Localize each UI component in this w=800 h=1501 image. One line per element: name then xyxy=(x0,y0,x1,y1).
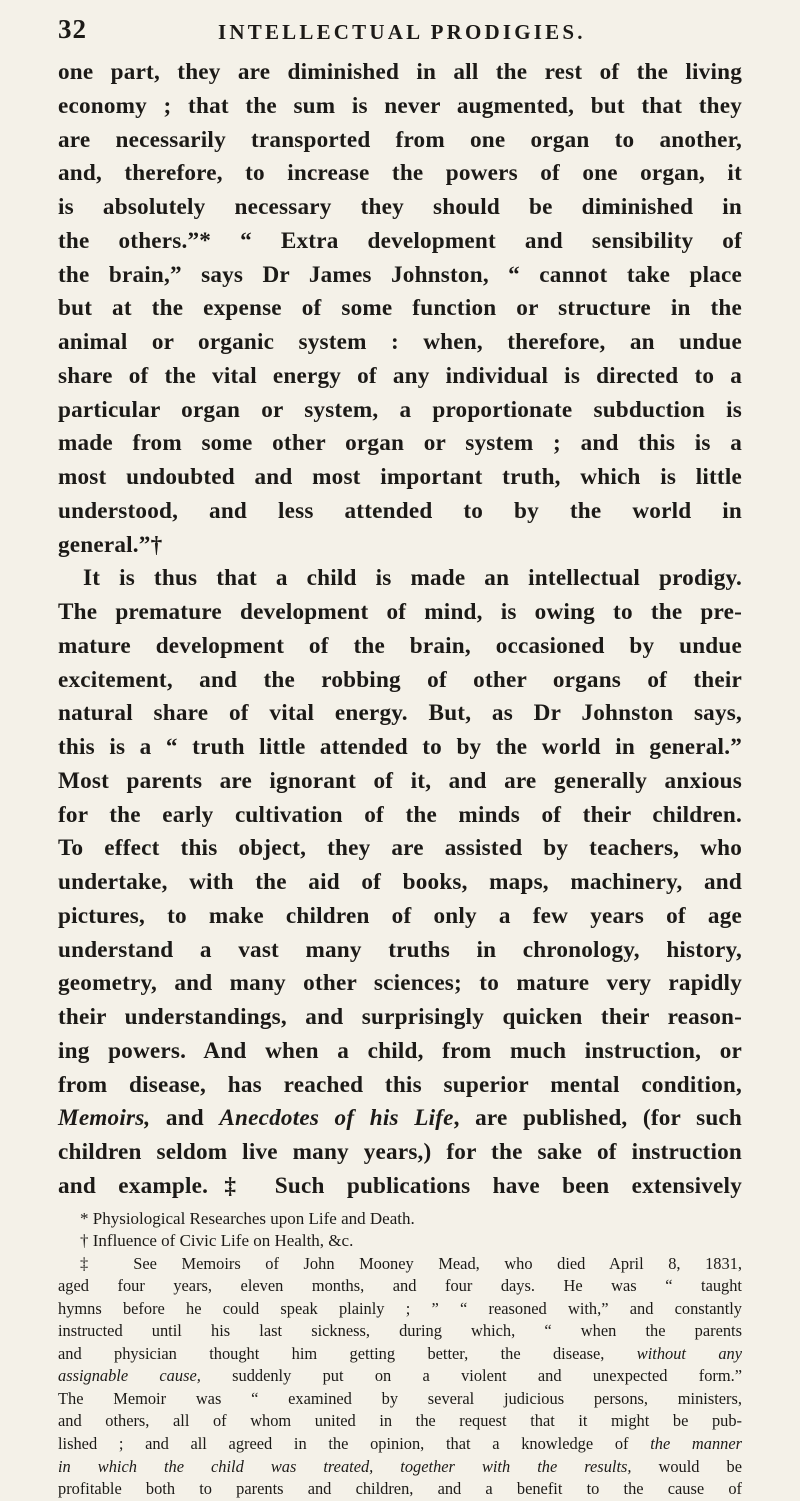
text-fragment: suddenly put on a violent and unexpected form.” xyxy=(200,1366,742,1386)
footnote-3-line: ‡ See Memoirs of John Mooney Mead, who died April 8, 1831, xyxy=(80,1253,742,1273)
text-line: most undoubted and most important truth, which is little xyxy=(58,464,742,490)
text-line: is absolutely necessary they should be diminished in xyxy=(58,194,742,220)
footnote-3-line: and others, all of whom united in the request that it might be pub- xyxy=(58,1411,742,1431)
text-fragment: , are published, (for such xyxy=(453,1105,742,1132)
text-line: natural share of vital energy. But, as Dr Johnston says, xyxy=(58,700,742,727)
running-head xyxy=(58,14,742,54)
footnote-3-line: The Memoir was “ examined by several judicious persons, ministers, xyxy=(58,1388,742,1408)
footnote-2: † Influence of Civic Life on Health, &c. xyxy=(80,1231,354,1251)
italic-title-memoirs: Memoirs, xyxy=(58,1105,151,1132)
footnote-3-line xyxy=(58,1433,742,1456)
text-line: animal or organic system : when, therefore, an undue xyxy=(58,329,742,355)
italic-phrase: in which the child was treated, together with the results, xyxy=(58,1456,632,1476)
text-line: Most parents are ignorant of it, and are generally anxious xyxy=(58,767,742,794)
italic-phrase: without any xyxy=(636,1343,742,1363)
text-line: economy ; that the sum is never augmented, but that they xyxy=(58,92,742,119)
footnote-3-line: profitable both to parents and children, and a benefit to the cause of xyxy=(58,1479,742,1499)
text-line: mature development of the brain, occasioned by undue xyxy=(58,632,742,659)
text-line: understand a vast many truths in chronology, history, xyxy=(58,936,742,963)
text-line: are necessarily transported from one organ to another, xyxy=(58,126,742,153)
text-line: this is a “ truth little attended to by the world in general.” xyxy=(58,734,742,760)
text-line: and example.‡ Such publications have been extensively xyxy=(58,1172,742,1199)
text-line: To effect this object, they are assisted by teachers, who xyxy=(58,835,742,862)
text-line: children seldom live many years,) for the sake of instruction xyxy=(58,1139,742,1165)
text-line: particular organ or system, a proportionate subduction is xyxy=(58,396,742,423)
text-line: understood, and less attended to by the world in xyxy=(58,497,742,524)
footnote-3-line: aged four years, eleven months, and four days. He was “ taught xyxy=(58,1276,742,1296)
text-line: and, therefore, to increase the powers of one organ, it xyxy=(58,160,742,187)
text-line: geometry, and many other sciences; to mature very rapidly xyxy=(58,970,742,997)
footnote-3-line xyxy=(58,1365,742,1388)
footnotes xyxy=(58,1208,742,1501)
text-line: undertake, with the aid of books, maps, machinery, and xyxy=(58,869,742,895)
page-number: 32 xyxy=(58,14,87,44)
text-fragment: lished ; and all agreed in the opinion, that a knowledge of xyxy=(58,1433,651,1453)
text-line: from disease, has reached this superior mental condition, xyxy=(58,1071,742,1098)
footnote-3-line xyxy=(58,1343,742,1366)
italic-title-anecdotes: Anecdotes of his Life xyxy=(219,1105,454,1132)
text-line: for the early cultivation of the minds of their children. xyxy=(58,801,742,828)
footnote-3-line xyxy=(58,1456,742,1479)
italic-phrase: the manner xyxy=(650,1433,743,1453)
text-line: made from some other organ or system ; and this is a xyxy=(58,430,742,457)
paragraph-start-line: It is thus that a child is made an intellectual prodigy. xyxy=(83,565,742,592)
text-line: share of the vital energy of any individual is directed to a xyxy=(58,362,742,389)
text-line: but at the expense of some function or structure in the xyxy=(58,295,742,322)
text-line: their understandings, and surprisingly quicken their reason- xyxy=(58,1004,742,1030)
footnote-1: * Physiological Researches upon Life and Death. xyxy=(80,1208,415,1228)
text-line-with-italics xyxy=(58,1102,742,1136)
italic-phrase: assignable cause, xyxy=(58,1366,201,1386)
text-line: pictures, to make children of only a few years of age xyxy=(58,902,742,929)
body-text xyxy=(58,56,742,1204)
text-line: the others.”* “ Extra development and sensibility of xyxy=(58,227,742,254)
text-fragment: and xyxy=(150,1105,220,1132)
text-line: excitement, and the robbing of other organs of their xyxy=(58,666,742,693)
footnote-3-line: hymns before he could speak plainly ; ” “ reasoned with,” and constantly xyxy=(58,1298,742,1318)
text-fragment: and physician thought him getting better, the disease, xyxy=(58,1343,637,1363)
text-line: The premature development of mind, is owing to the pre- xyxy=(58,599,742,625)
text-line: one part, they are diminished in all the rest of the living xyxy=(58,59,742,85)
text-line: ing powers. And when a child, from much instruction, or xyxy=(58,1037,742,1064)
text-line: the brain,” says Dr James Johnston, “ cannot take place xyxy=(58,261,742,288)
text-fragment: would be xyxy=(631,1456,742,1476)
running-title: INTELLECTUAL PRODIGIES. xyxy=(218,20,586,44)
paragraph-end-line: general.”† xyxy=(58,531,163,558)
footnote-3-line: instructed until his last sickness, during which, “ when the parents xyxy=(58,1321,742,1341)
